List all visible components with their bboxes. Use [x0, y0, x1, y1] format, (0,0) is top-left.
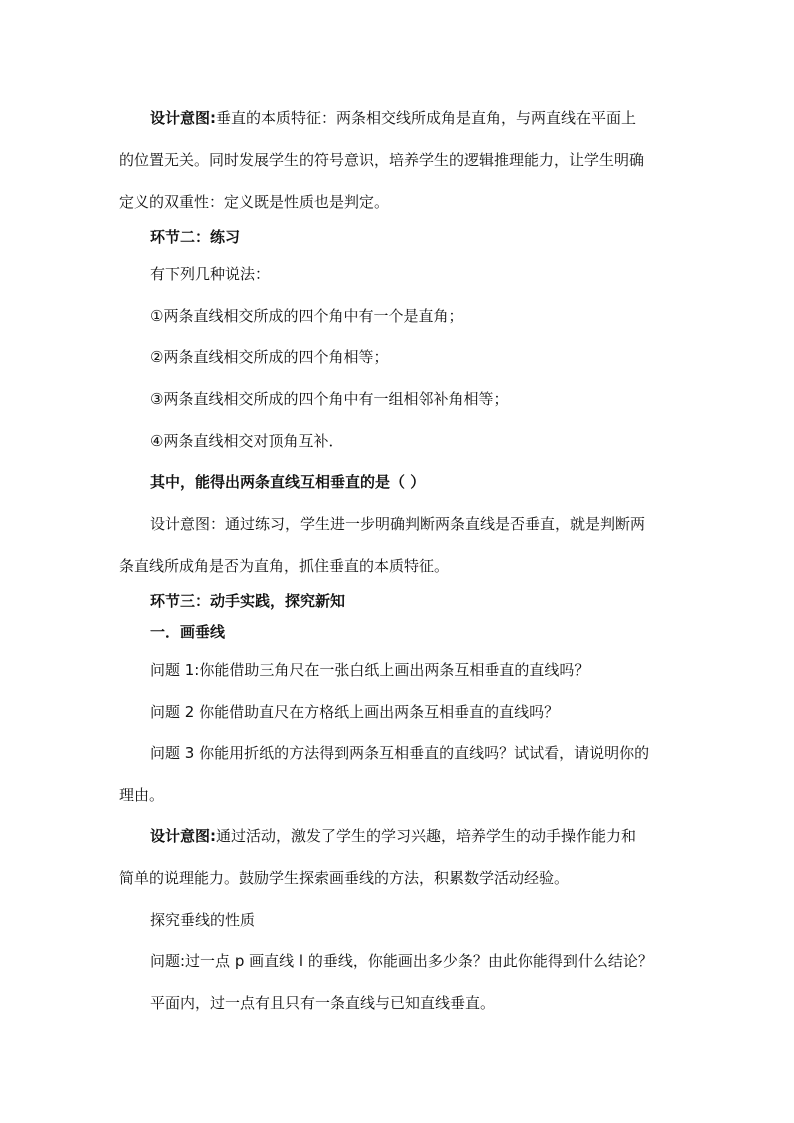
exercise-item-4: ④两条直线相交对顶角互补． [150, 432, 344, 450]
question-1: 问题 1:你能借助三角尺在一张白纸上画出两条互相垂直的直线吗？ [150, 661, 590, 679]
exercise-question: 其中，能得出两条直线互相垂直的是（ ） [150, 473, 426, 491]
explore-question: 问题:过一点 p 画直线 l 的垂线，你能画出多少条？由此你能得到什么结论？ [150, 952, 653, 970]
exercise-item-1: ①两条直线相交所成的四个角中有一个是直角； [150, 307, 464, 325]
design-intent-1-line3: 定义的双重性：定义既是性质也是判定。 [119, 193, 390, 211]
section-heading-2: 环节二：练习 [150, 228, 241, 246]
design-intent-text: 通过活动，激发了学生的学习兴趣，培养学生的动手操作能力和 [216, 827, 637, 845]
design-intent-2-line2: 条直线所成角是否为直角，抓住垂直的本质特征。 [119, 557, 450, 575]
explore-conclusion: 平面内，过一点有且只有一条直线与已知直线垂直。 [150, 994, 496, 1012]
design-intent-text: 垂直的本质特征：两条相交线所成角是直角，与两直线在平面上 [216, 109, 637, 127]
subsection-draw-perpendicular: 一．画垂线 [150, 623, 226, 641]
design-intent-1-line2: 的位置无关。同时发展学生的符号意识，培养学生的逻辑推理能力，让学生明确 [119, 151, 645, 169]
question-3-line2: 理由。 [119, 786, 165, 804]
explore-heading: 探究垂线的性质 [150, 911, 256, 929]
exercise-item-2: ②两条直线相交所成的四个角相等； [150, 348, 389, 366]
question-3-line1: 问题 3 你能用折纸的方法得到两条互相垂直的直线吗？试试看，请说明你的 [150, 744, 650, 762]
design-intent-label: 设计意图: [150, 109, 216, 127]
design-intent-label: 设计意图: [150, 827, 216, 845]
design-intent-3-line2: 简单的说理能力。鼓励学生探索画垂线的方法，积累数学活动经验。 [119, 869, 570, 887]
exercise-item-3: ③两条直线相交所成的四个角中有一组相邻补角相等； [150, 390, 509, 408]
question-2: 问题 2 你能借助直尺在方格纸上画出两条互相垂直的直线吗？ [150, 703, 560, 721]
design-intent-1-line1 [150, 108, 636, 128]
design-intent-2-line1: 设计意图：通过练习，学生进一步明确判断两条直线是否垂直，就是判断两 [150, 515, 646, 533]
exercise-intro: 有下列几种说法： [150, 265, 271, 283]
design-intent-3-line1 [150, 826, 636, 846]
section-heading-3: 环节三：动手实践，探究新知 [150, 592, 346, 610]
